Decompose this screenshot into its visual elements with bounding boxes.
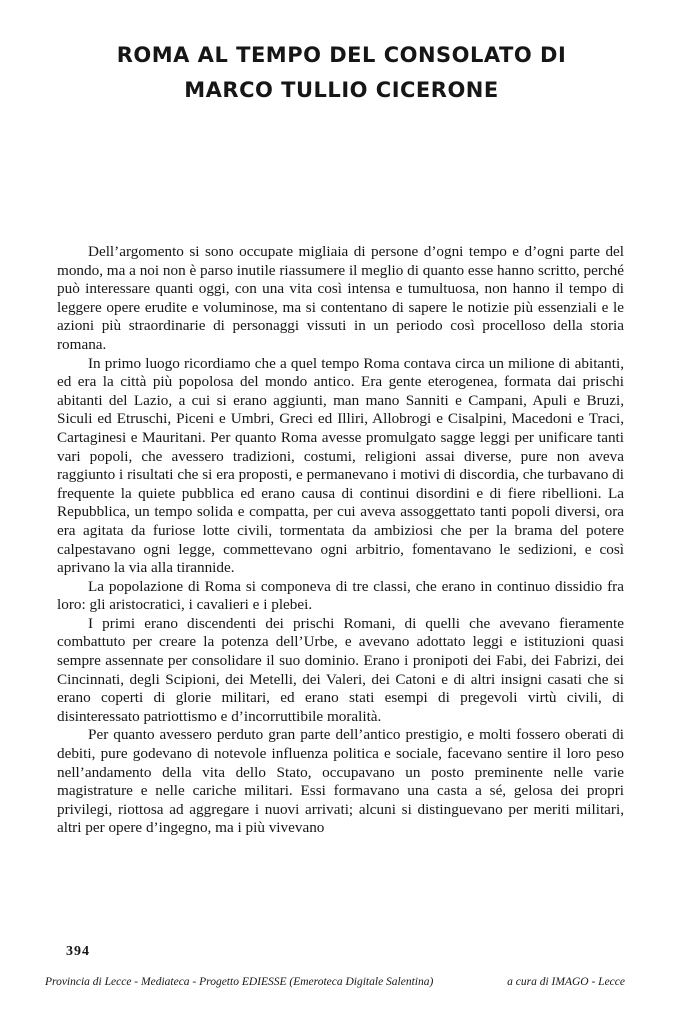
article-body bbox=[57, 243, 624, 838]
paragraph: Per quanto avessero perduto gran parte dell’antico prestigio, e molti fossero oberati di debiti, pure godevano di notevole influenza politica e sociale, facevano sentire il loro peso nell’andamento della vita dello Stato, occupavano un posto preminente nelle varie magistrature e nelle cariche militari. Essi formavano una casta a sé, gelosa dei propri privilegi, riottosa ad aggregare i nuovi arrivati; alcuni si distinguevano per meriti militari, altri per opere d’ingegno, ma i più vivevano bbox=[57, 726, 624, 837]
paragraph: Dell’argomento si sono occupate migliaia di persone d’ogni tempo e d’ogni parte del mondo, ma a noi non è parso inutile riassumere il meglio di quanto esse hanno scritto, perché può interessare quanti oggi, con una vita così intensa e tumultuosa, non hanno il tempo di leggere opere erudite e voluminose, ma si contentano di sapere le notizie più essenziali e le azioni più straordinarie di personaggi vissuti in un periodo così procelloso della storia romana. bbox=[57, 243, 624, 353]
paragraph: La popolazione di Roma si componeva di tre classi, che erano in continuo dissidio fra loro: gli aristocratici, i cavalieri e i plebei. bbox=[57, 577, 624, 614]
footer-credit-left: Provincia di Lecce - Mediateca - Progetto EDIESSE (Emeroteca Digitale Salentina) bbox=[45, 976, 434, 988]
paragraph: In primo luogo ricordiamo che a quel tempo Roma contava circa un milione di abitanti, ed era la città più popolosa del mondo antico. Era gente eterogenea, formata dai prischi abitanti del Lazio, a cui si erano aggiunti, man mano Sanniti e Campani, Apuli e Bruzi, Siculi ed Etruschi, Piceni e Umbri, Greci ed Illiri, Allobrogi e Cisalpini, Macedoni e Traci, Cartaginesi e Mauritani. Per quanto Roma avesse promulgato sagge leggi per unificare tanti vari popoli, che avessero tradizioni, costumi, religioni assai diverse, pure non aveva raggiunto i risultati che si era proposti, e permanevano i motivi di discordia, che turbavano di frequente la quiete pubblica ed erano causa di continui disordini e di fiere ribellioni. La Repubblica, un tempo solida e compatta, per cui aveva assoggettato tanti popoli diversi, ora era agitata da furiose lotte civili, tormentata da ambiziosi che per la brama del potere calpestavano ogni legge, commettevano ogni arbitrio, fomentavano le sedizioni, e così aprivano la via alla tirannide. bbox=[57, 354, 624, 577]
page-title-line-2: MARCO TULLIO CICERONE bbox=[184, 78, 499, 102]
paragraph: I primi erano discendenti dei prischi Romani, di quelli che avevano fieramente combattuto per creare la potenza dell’Urbe, e avevano adottato leggi e istituzioni quasi sempre assennate per consolidare il suo dominio. Erano i pronipoti dei Fabi, dei Fabrizi, dei Cincinnati, degli Scipioni, dei Metelli, dei Valeri, dei Catoni e di altri insigni casati che si erano coperti di glorie militari, ed erano stati esempi di pregevoli virtù civili, di disinteressato patriottismo e d’incorruttibile moralità. bbox=[57, 614, 624, 725]
page-number: 394 bbox=[66, 944, 90, 959]
footer-credit-right: a cura di IMAGO - Lecce bbox=[507, 976, 625, 988]
page-title-line-1: ROMA AL TEMPO DEL CONSOLATO DI bbox=[116, 43, 567, 67]
